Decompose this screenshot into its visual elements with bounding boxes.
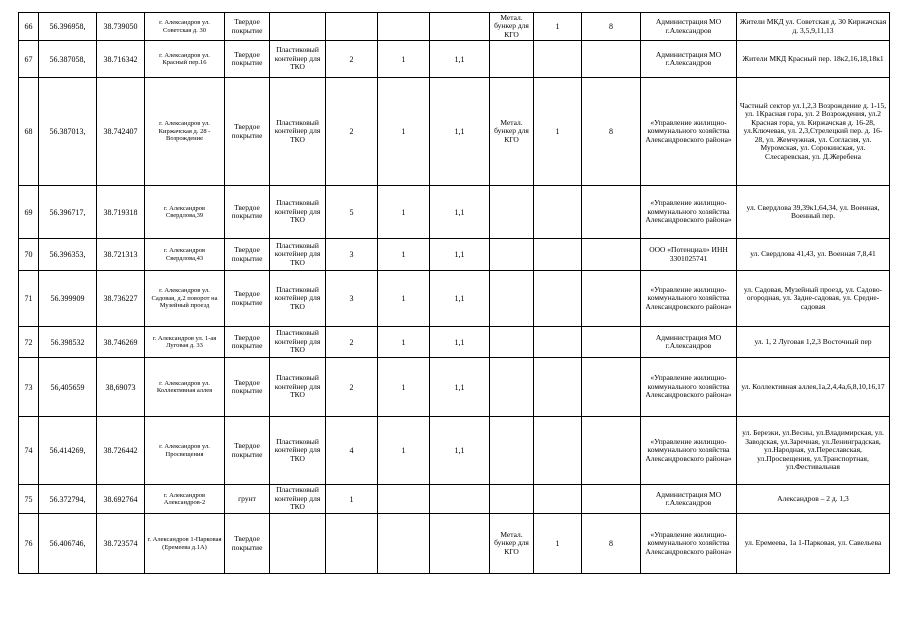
longitude-cell: 38.721313 <box>97 239 145 271</box>
register-sheet <box>18 12 889 574</box>
metal-bunker-type-cell <box>490 41 534 78</box>
surface-cell: Твердое покрытие <box>225 514 270 574</box>
address-cell: г. Александров Александров-2 <box>145 485 225 514</box>
served-objects-cell: ул. Еремеева, 1а 1-Парковая, ул. Савельева <box>737 514 890 574</box>
served-objects-cell: ул. Садовая, Музейный проезд, ул. Садово-огородная, ул. Задне-садовая, ул. Средне-садовая <box>737 271 890 327</box>
plastic-container-type-cell: Пластиковый контейнер для ТКО <box>270 358 326 417</box>
metal-bunker-count-cell <box>534 327 582 358</box>
plastic-container-qty-cell: 1 <box>378 417 430 485</box>
metal-bunker-count-cell <box>534 417 582 485</box>
surface-cell: Твердое покрытие <box>225 358 270 417</box>
plastic-container-volume-cell: 1,1 <box>430 271 490 327</box>
plastic-container-volume-cell: 1,1 <box>430 41 490 78</box>
plastic-container-volume-cell <box>430 13 490 41</box>
table-row <box>19 271 890 327</box>
owner-cell: ООО «Потенциал» ИНН 3301025741 <box>641 239 737 271</box>
table-row <box>19 239 890 271</box>
plastic-container-count-cell <box>326 514 378 574</box>
metal-bunker-count-cell <box>534 485 582 514</box>
plastic-container-qty-cell: 1 <box>378 41 430 78</box>
latitude-cell: 56.398532 <box>39 327 97 358</box>
plastic-container-volume-cell: 1,1 <box>430 239 490 271</box>
address-cell: г. Александров ул. Красный пер.16 <box>145 41 225 78</box>
metal-bunker-volume-cell: 8 <box>582 13 641 41</box>
address-cell: г. Александров ул. 1-ая Луговая д. 33 <box>145 327 225 358</box>
owner-cell: «Управление жилищно-коммунального хозяйства Александровского района» <box>641 514 737 574</box>
address-cell: г. Александров Свердлова,43 <box>145 239 225 271</box>
plastic-container-type-cell: Пластиковый контейнер для ТКО <box>270 78 326 186</box>
row-number: 75 <box>19 485 39 514</box>
metal-bunker-type-cell <box>490 485 534 514</box>
metal-bunker-type-cell <box>490 327 534 358</box>
longitude-cell: 38.719318 <box>97 186 145 239</box>
address-cell: г. Александров ул. Советская д. 30 <box>145 13 225 41</box>
row-number: 76 <box>19 514 39 574</box>
metal-bunker-volume-cell <box>582 358 641 417</box>
row-number: 72 <box>19 327 39 358</box>
table-row <box>19 514 890 574</box>
latitude-cell: 56.396353, <box>39 239 97 271</box>
served-objects-cell: Частный сектор ул.1,2,3 Возрождение д. 1-15, ул. 1Красная гора, ул. 2 Возрождения, ул.2 Красная гора, ул. Киржачская д. 16-28, ул.Ключевая, ул. 2,3,Стрелецкий пер. д. 16-28, ул. Жемчужная, ул. Согласия, ул. Муромская, ул. Сорокинская, ул. Слесаревская, ул. Д.Жеребена <box>737 78 890 186</box>
row-number: 68 <box>19 78 39 186</box>
longitude-cell: 38.726442 <box>97 417 145 485</box>
row-number: 69 <box>19 186 39 239</box>
served-objects-cell: ул. 1, 2 Луговая 1,2,3 Восточный пер <box>737 327 890 358</box>
served-objects-cell: Жители МКД ул. Советская д. 30 Киржачская д. 3,5,9,11,13 <box>737 13 890 41</box>
longitude-cell: 38.739050 <box>97 13 145 41</box>
row-number: 73 <box>19 358 39 417</box>
plastic-container-qty-cell: 1 <box>378 186 430 239</box>
latitude-cell: 56.372794, <box>39 485 97 514</box>
owner-cell: «Управление жилищно-коммунального хозяйства Александровского района» <box>641 271 737 327</box>
address-cell: г. Александров Свердлова,39 <box>145 186 225 239</box>
address-cell: г. Александров ул. Садовая, д.2 поворот на Музейный проезд <box>145 271 225 327</box>
metal-bunker-volume-cell <box>582 186 641 239</box>
longitude-cell: 38.746269 <box>97 327 145 358</box>
surface-cell: Твердое покрытие <box>225 239 270 271</box>
metal-bunker-count-cell <box>534 239 582 271</box>
latitude-cell: 56.387058, <box>39 41 97 78</box>
metal-bunker-type-cell <box>490 417 534 485</box>
plastic-container-count-cell: 2 <box>326 327 378 358</box>
metal-bunker-count-cell: 1 <box>534 13 582 41</box>
table-row <box>19 358 890 417</box>
latitude-cell: 56.396958, <box>39 13 97 41</box>
plastic-container-type-cell <box>270 514 326 574</box>
table-row <box>19 417 890 485</box>
plastic-container-count-cell: 5 <box>326 186 378 239</box>
metal-bunker-volume-cell: 8 <box>582 514 641 574</box>
owner-cell: Администрация МО г.Александров <box>641 13 737 41</box>
metal-bunker-volume-cell: 8 <box>582 78 641 186</box>
owner-cell: Администрация МО г.Александров <box>641 41 737 78</box>
plastic-container-type-cell: Пластиковый контейнер для ТКО <box>270 41 326 78</box>
plastic-container-volume-cell: 1,1 <box>430 78 490 186</box>
row-number: 66 <box>19 13 39 41</box>
surface-cell: грунт <box>225 485 270 514</box>
longitude-cell: 38.742407 <box>97 78 145 186</box>
served-objects-cell: Жители МКД Красный пер. 18к2,16,18,18к1 <box>737 41 890 78</box>
plastic-container-volume-cell: 1,1 <box>430 358 490 417</box>
row-number: 70 <box>19 239 39 271</box>
metal-bunker-type-cell: Метал. бункер для КГО <box>490 514 534 574</box>
metal-bunker-count-cell <box>534 358 582 417</box>
latitude-cell: 56.399909 <box>39 271 97 327</box>
metal-bunker-volume-cell <box>582 271 641 327</box>
longitude-cell: 38,69073 <box>97 358 145 417</box>
surface-cell: Твердое покрытие <box>225 186 270 239</box>
metal-bunker-count-cell: 1 <box>534 78 582 186</box>
owner-cell: «Управление жилищно-коммунального хозяйства Александровского района» <box>641 186 737 239</box>
plastic-container-volume-cell: 1,1 <box>430 186 490 239</box>
metal-bunker-volume-cell <box>582 327 641 358</box>
table-row <box>19 41 890 78</box>
metal-bunker-count-cell <box>534 186 582 239</box>
plastic-container-qty-cell: 1 <box>378 358 430 417</box>
table-row <box>19 186 890 239</box>
plastic-container-type-cell: Пластиковый контейнер для ТКО <box>270 271 326 327</box>
served-objects-cell: ул. Свердлова 39,39к1,64,34, ул. Военная, Военный пер. <box>737 186 890 239</box>
plastic-container-count-cell <box>326 13 378 41</box>
metal-bunker-count-cell <box>534 41 582 78</box>
longitude-cell: 38.716342 <box>97 41 145 78</box>
address-cell: г. Александров ул. Просвещения <box>145 417 225 485</box>
served-objects-cell: Александров – 2 д. 1,3 <box>737 485 890 514</box>
plastic-container-count-cell: 2 <box>326 358 378 417</box>
metal-bunker-volume-cell <box>582 239 641 271</box>
plastic-container-type-cell: Пластиковый контейнер для ТКО <box>270 327 326 358</box>
longitude-cell: 38.736227 <box>97 271 145 327</box>
surface-cell: Твердое покрытие <box>225 13 270 41</box>
address-cell: г. Александров ул. Киржачская д. 28 - Возрождение <box>145 78 225 186</box>
served-objects-cell: ул. Березки, ул.Весны, ул.Владимирская, ул. Заводская, ул.Заречная, ул.Ленинградская, ул.Народная, ул.Переславская, ул.Просвещения, ул.Транспортная, ул.Фестивальная <box>737 417 890 485</box>
table-row <box>19 78 890 186</box>
plastic-container-type-cell: Пластиковый контейнер для ТКО <box>270 239 326 271</box>
owner-cell: «Управление жилищно-коммунального хозяйства Александровского района» <box>641 417 737 485</box>
plastic-container-qty-cell: 1 <box>378 327 430 358</box>
metal-bunker-count-cell: 1 <box>534 514 582 574</box>
plastic-container-qty-cell <box>378 485 430 514</box>
metal-bunker-type-cell <box>490 271 534 327</box>
latitude-cell: 56.414269, <box>39 417 97 485</box>
row-number: 74 <box>19 417 39 485</box>
table-row <box>19 485 890 514</box>
plastic-container-qty-cell: 1 <box>378 78 430 186</box>
longitude-cell: 38.723574 <box>97 514 145 574</box>
plastic-container-type-cell: Пластиковый контейнер для ТКО <box>270 485 326 514</box>
plastic-container-count-cell: 2 <box>326 41 378 78</box>
latitude-cell: 56.406746, <box>39 514 97 574</box>
latitude-cell: 56.396717, <box>39 186 97 239</box>
owner-cell: «Управление жилищно-коммунального хозяйства Александровского района» <box>641 358 737 417</box>
plastic-container-count-cell: 3 <box>326 271 378 327</box>
latitude-cell: 56,405659 <box>39 358 97 417</box>
plastic-container-volume-cell <box>430 514 490 574</box>
plastic-container-volume-cell <box>430 485 490 514</box>
surface-cell: Твердое покрытие <box>225 41 270 78</box>
longitude-cell: 38.692764 <box>97 485 145 514</box>
row-number: 71 <box>19 271 39 327</box>
metal-bunker-type-cell: Метал. бункер для КГО <box>490 13 534 41</box>
plastic-container-type-cell <box>270 13 326 41</box>
plastic-container-qty-cell <box>378 514 430 574</box>
served-objects-cell: ул. Свердлова 41,43, ул. Военная 7,8,41 <box>737 239 890 271</box>
waste-sites-table <box>18 12 890 574</box>
plastic-container-type-cell: Пластиковый контейнер для ТКО <box>270 186 326 239</box>
row-number: 67 <box>19 41 39 78</box>
surface-cell: Твердое покрытие <box>225 327 270 358</box>
plastic-container-count-cell: 1 <box>326 485 378 514</box>
plastic-container-volume-cell: 1,1 <box>430 417 490 485</box>
metal-bunker-type-cell: Метал. бункер для КГО <box>490 78 534 186</box>
metal-bunker-count-cell <box>534 271 582 327</box>
table-row <box>19 327 890 358</box>
address-cell: г. Александров ул. Коллективная аллея <box>145 358 225 417</box>
metal-bunker-type-cell <box>490 358 534 417</box>
owner-cell: Администрация МО г.Александров <box>641 327 737 358</box>
plastic-container-qty-cell <box>378 13 430 41</box>
table-row <box>19 13 890 41</box>
plastic-container-count-cell: 2 <box>326 78 378 186</box>
owner-cell: Администрация МО г.Александров <box>641 485 737 514</box>
address-cell: г. Александров 1-Парковая (Еремеева д.1А) <box>145 514 225 574</box>
metal-bunker-type-cell <box>490 239 534 271</box>
plastic-container-count-cell: 3 <box>326 239 378 271</box>
surface-cell: Твердое покрытие <box>225 271 270 327</box>
metal-bunker-type-cell <box>490 186 534 239</box>
surface-cell: Твердое покрытие <box>225 417 270 485</box>
metal-bunker-volume-cell <box>582 41 641 78</box>
plastic-container-count-cell: 4 <box>326 417 378 485</box>
plastic-container-qty-cell: 1 <box>378 271 430 327</box>
plastic-container-qty-cell: 1 <box>378 239 430 271</box>
metal-bunker-volume-cell <box>582 417 641 485</box>
served-objects-cell: ул. Коллективная аллея,1а,2,4,4а,6,8,10,16,17 <box>737 358 890 417</box>
plastic-container-type-cell: Пластиковый контейнер для ТКО <box>270 417 326 485</box>
metal-bunker-volume-cell <box>582 485 641 514</box>
latitude-cell: 56.387013, <box>39 78 97 186</box>
plastic-container-volume-cell: 1,1 <box>430 327 490 358</box>
owner-cell: «Управление жилищно-коммунального хозяйства Александровского района» <box>641 78 737 186</box>
surface-cell: Твердое покрытие <box>225 78 270 186</box>
